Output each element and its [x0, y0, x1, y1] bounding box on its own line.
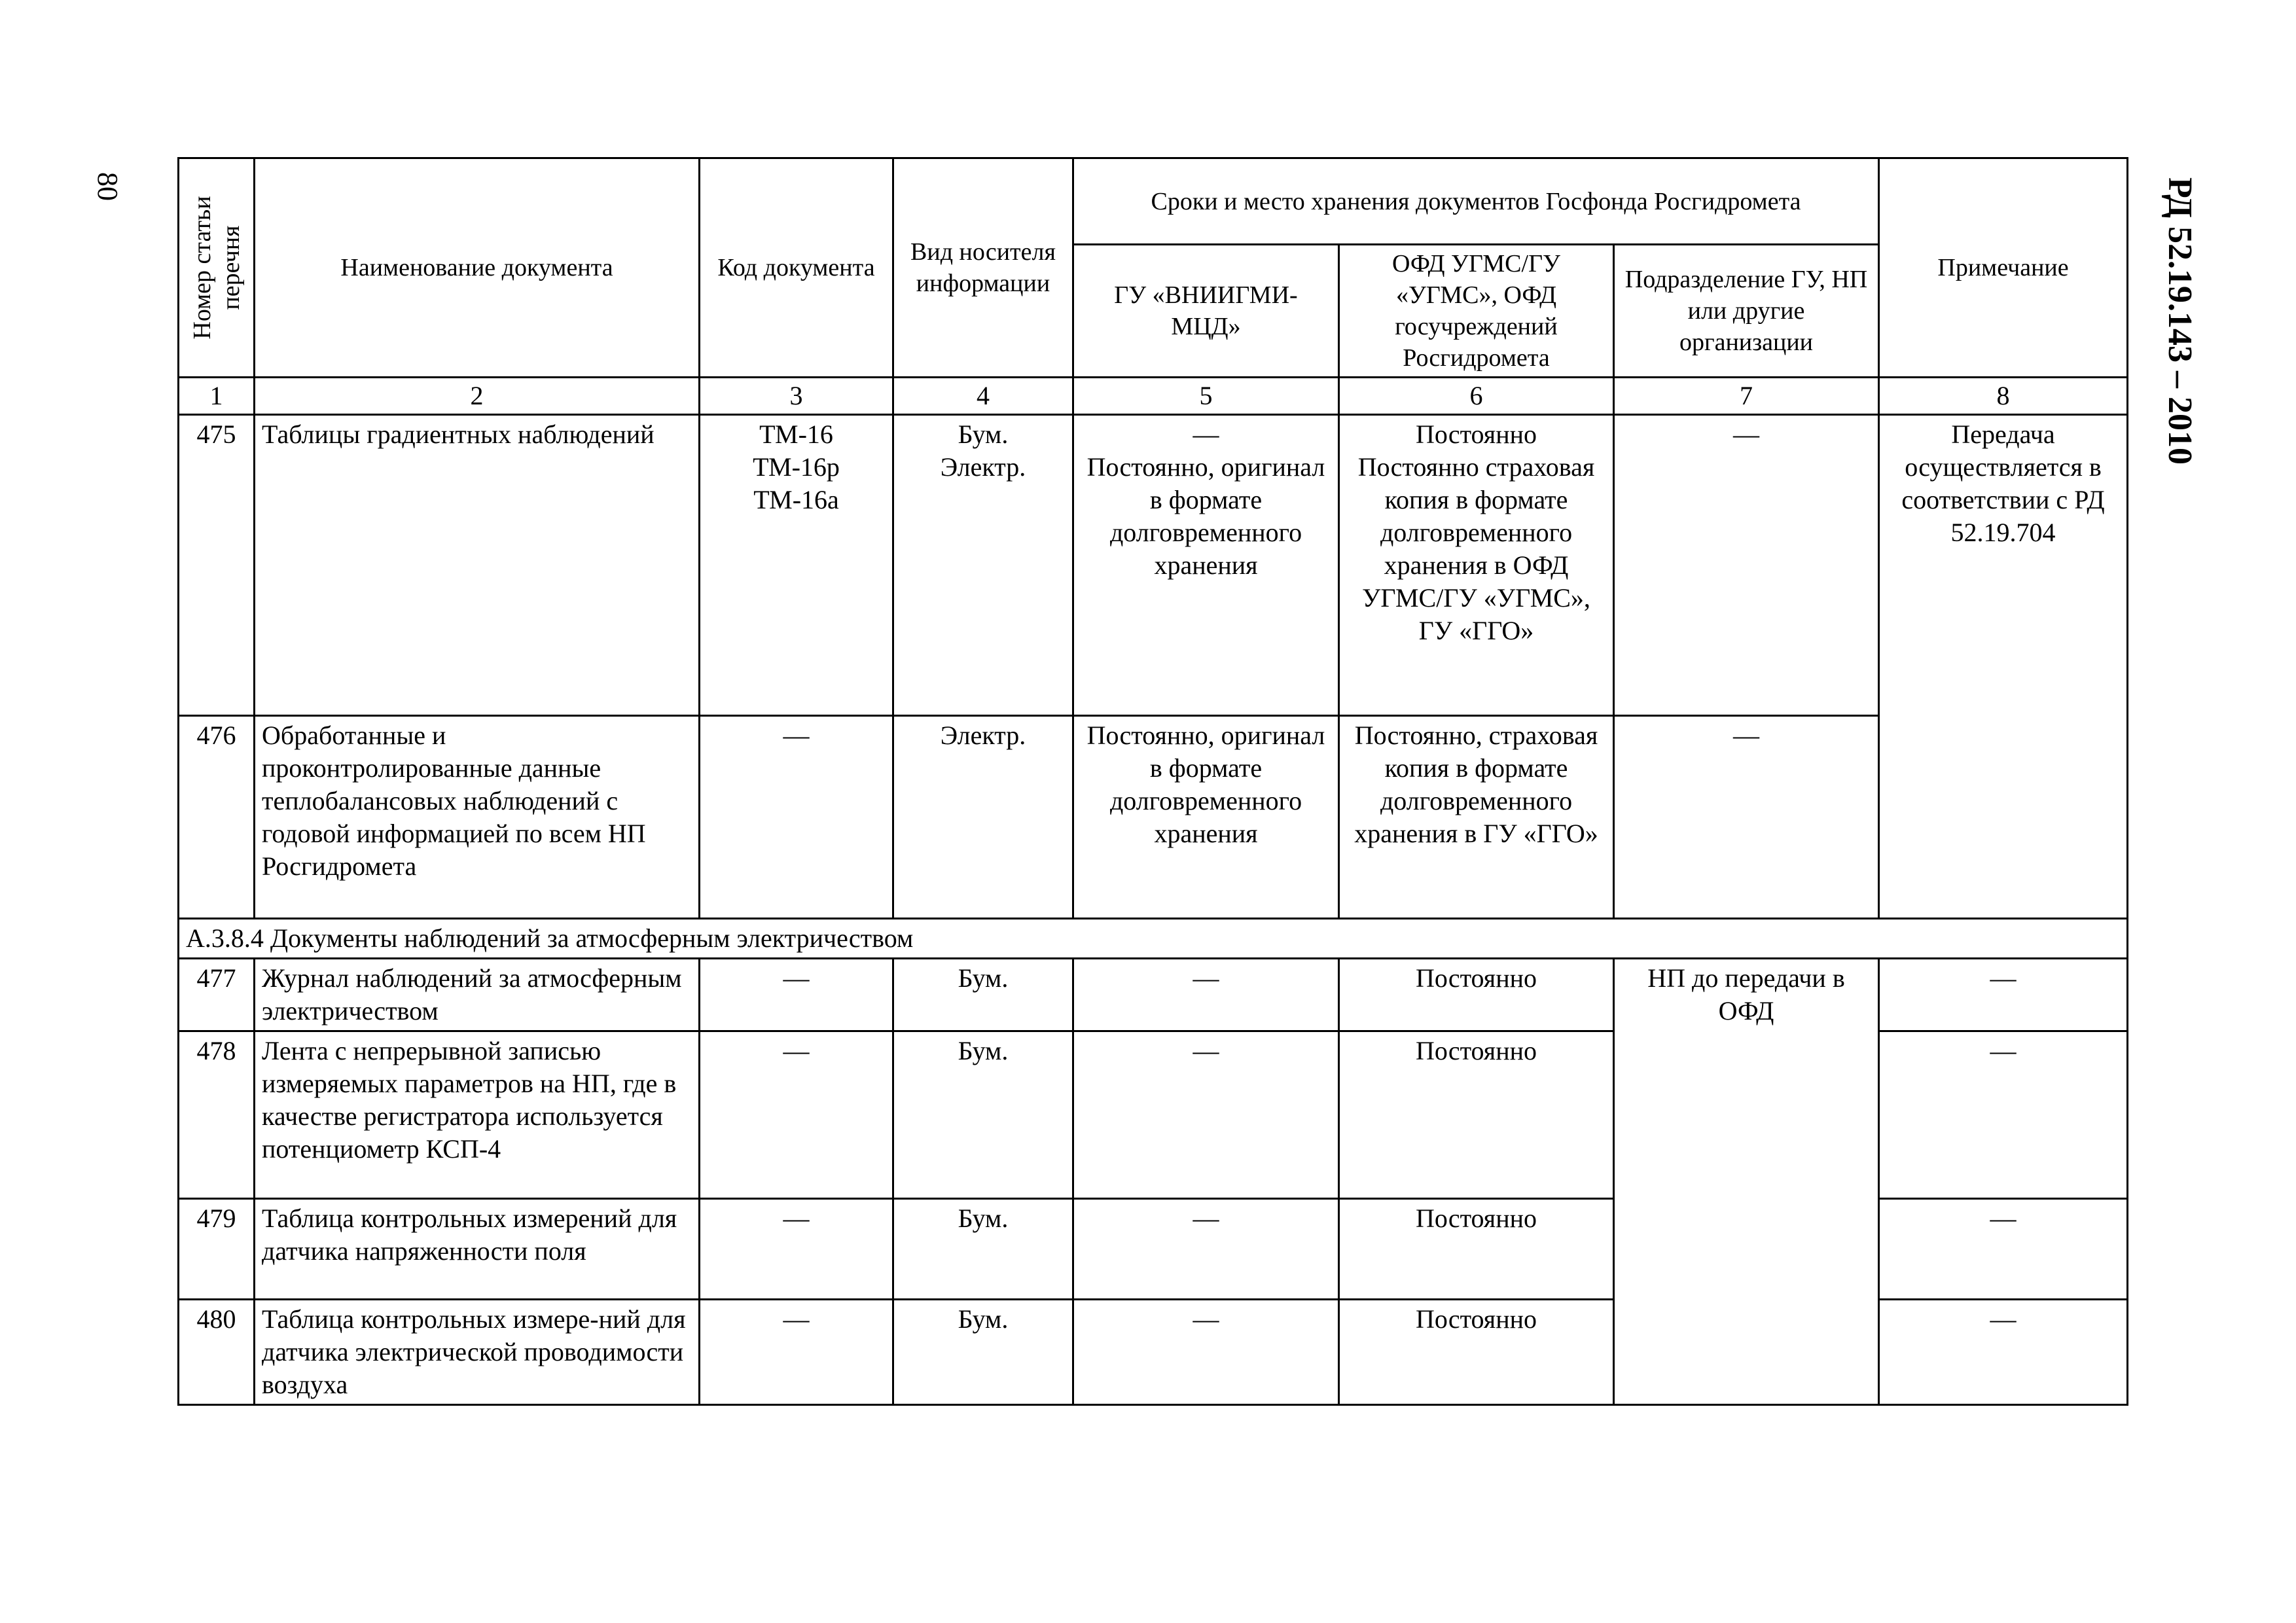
document-name: Таблица контрольных измере-ний для датчика электрической проводимости воздуха: [255, 1300, 700, 1405]
header-storage-group: Сроки и место хранения документов Госфонда Росгидромета: [1073, 158, 1879, 245]
document-code: РД 52.19.143 – 2010: [2161, 177, 2198, 465]
document-name: Лента с непрерывной записью измеряемых параметров на НП, где в качестве регистратора используется потенциометр КСП-4: [255, 1031, 700, 1199]
note: —: [1879, 1031, 2128, 1199]
article-number: 480: [179, 1300, 255, 1405]
note: —: [1879, 1199, 2128, 1300]
column-number: 1: [179, 378, 255, 415]
gu-storage: Постоянно, оригинал в формате долговременного хранения: [1073, 716, 1339, 919]
gu-storage: —: [1073, 1031, 1339, 1199]
subdivision-storage: —: [1614, 716, 1879, 919]
ofd-storage: Постоянно: [1339, 959, 1614, 1031]
column-number: 2: [255, 378, 700, 415]
column-number: 4: [893, 378, 1073, 415]
document-name: Таблица контрольных измерений для датчика напряженности поля: [255, 1199, 700, 1300]
header-note: Примечание: [1879, 158, 2128, 378]
gu-storage: —: [1073, 959, 1339, 1031]
header-subdivision: Подразделение ГУ, НП или другие организации: [1614, 245, 1879, 378]
ofd-storage: Постоянно: [1339, 1300, 1614, 1405]
column-number: 6: [1339, 378, 1614, 415]
section-title: А.3.8.4 Документы наблюдений за атмосферным электричеством: [179, 919, 2128, 959]
table-row: [179, 415, 2128, 716]
ofd-storage: Постоянно, страховая копия в формате долговременного хранения в ГУ «ГГО»: [1339, 716, 1614, 919]
article-number: 478: [179, 1031, 255, 1199]
media-type: Бум.: [893, 959, 1073, 1031]
media-type: Бум. Электр.: [893, 415, 1073, 716]
media-type: Бум.: [893, 1199, 1073, 1300]
column-number: 8: [1879, 378, 2128, 415]
subdivision-storage: —: [1614, 415, 1879, 716]
header-ofd-ugms: ОФД УГМС/ГУ «УГМС», ОФД госучреждений Росгидромета: [1339, 245, 1614, 378]
document-code: —: [700, 716, 893, 919]
header-gu-vniigmi: ГУ «ВНИИГМИ-МЦД»: [1073, 245, 1339, 378]
document-code: ТМ-16 ТМ-16р ТМ-16а: [700, 415, 893, 716]
gu-storage: — Постоянно, оригинал в формате долговременного хранения: [1073, 415, 1339, 716]
header-document-name: Наименование документа: [255, 158, 700, 378]
document-code: —: [700, 959, 893, 1031]
media-type: Электр.: [893, 716, 1073, 919]
note: —: [1879, 1300, 2128, 1405]
document-code: —: [700, 1031, 893, 1199]
ofd-storage: Постоянно: [1339, 1031, 1614, 1199]
section-row: [179, 919, 2128, 959]
ofd-storage: Постоянно Постоянно страховая копия в формате долговременного хранения в ОФД УГМС/ГУ «УГМС», ГУ «ГГО»: [1339, 415, 1614, 716]
column-number: 5: [1073, 378, 1339, 415]
page-number: 80: [92, 172, 124, 201]
media-type: Бум.: [893, 1031, 1073, 1199]
header-article-number: Номер статьи перечня: [179, 158, 255, 378]
note: —: [1879, 959, 2128, 1031]
header-media-type: Вид носителя информации: [893, 158, 1073, 378]
article-number: 479: [179, 1199, 255, 1300]
gu-storage: —: [1073, 1300, 1339, 1405]
gu-storage: —: [1073, 1199, 1339, 1300]
subdivision-storage: НП до передачи в ОФД: [1614, 959, 1879, 1405]
table-row: [179, 716, 2128, 919]
document-code: —: [700, 1300, 893, 1405]
header-document-code: Код документа: [700, 158, 893, 378]
table-row: [179, 959, 2128, 1031]
document-name: Обработанные и проконтролированные данные теплобалансовых наблюдений с годовой информацией по всем НП Росгидромета: [255, 716, 700, 919]
column-number: 7: [1614, 378, 1879, 415]
note: Передача осуществляется в соответствии с РД 52.19.704: [1879, 415, 2128, 919]
document-code: —: [700, 1199, 893, 1300]
ofd-storage: Постоянно: [1339, 1199, 1614, 1300]
media-type: Бум.: [893, 1300, 1073, 1405]
document-name: Журнал наблюдений за атмосферным электричеством: [255, 959, 700, 1031]
document-name: Таблицы градиентных наблюдений: [255, 415, 700, 716]
article-number: 475: [179, 415, 255, 716]
article-number: 476: [179, 716, 255, 919]
column-number: 3: [700, 378, 893, 415]
article-number: 477: [179, 959, 255, 1031]
column-numbers-row: [179, 378, 2128, 415]
retention-table: [177, 157, 2128, 1406]
